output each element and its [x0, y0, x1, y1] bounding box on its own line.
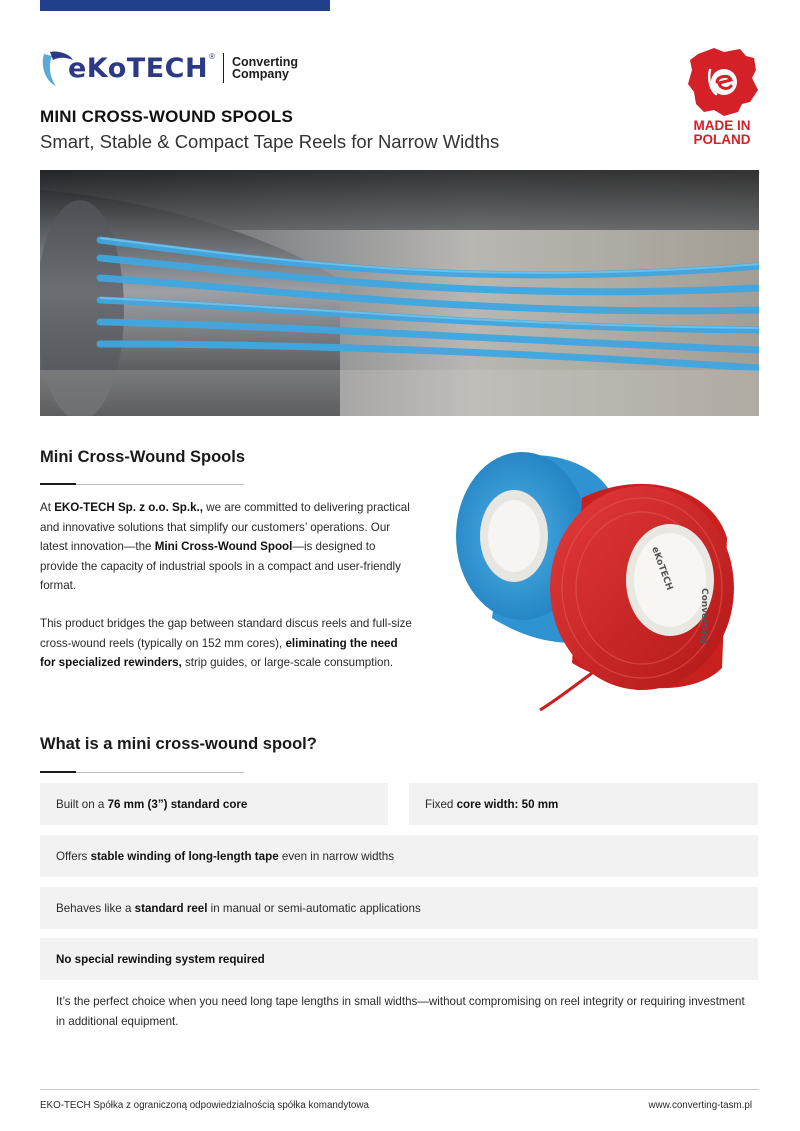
p2-text-2: strip guides, or large-scale consumption.	[181, 656, 394, 669]
footer-company: EKO-TECH Spółka z ograniczoną odpowiedzialnością spółka komandytowa	[40, 1100, 369, 1111]
svg-text:Converting: Converting	[699, 588, 709, 644]
logo-tagline	[232, 56, 298, 81]
footer-website-link[interactable]: www.converting-tasm.pl	[648, 1100, 752, 1111]
feature-reel-text-1: Behaves like a	[56, 901, 135, 915]
feature-standard-reel	[40, 887, 758, 929]
top-accent-bar	[40, 0, 330, 11]
feature-width-text: Fixed	[425, 797, 457, 811]
made-in-poland-badge	[684, 46, 760, 148]
feature-stable-winding	[40, 835, 758, 877]
tagline-line-2: Company	[232, 67, 289, 81]
hero-image	[40, 170, 759, 416]
feature-core-text: Built on a	[56, 797, 108, 811]
tape-reels-illustration	[452, 448, 762, 718]
intro-paragraph-1	[40, 498, 416, 596]
svg-text:eKoTECH: eKoTECH	[649, 545, 675, 592]
badge-line-2: POLAND	[693, 132, 751, 147]
tape-strips-illustration	[40, 170, 759, 416]
tagline-line-1: Converting	[232, 54, 298, 69]
feature-reel-text-2: in manual or semi-automatic applications	[207, 901, 421, 915]
page-title: MINI CROSS-WOUND SPOOLS	[40, 107, 293, 126]
feature-stable-text-1: Offers	[56, 849, 91, 863]
features-heading: What is a mini cross-wound spool?	[40, 735, 317, 753]
feature-no-rewinding	[40, 938, 758, 980]
intro-paragraph-2	[40, 614, 416, 673]
p1-text-3: —is designed to provide the capacity of industrial spools in a compact and user-friendly format.	[40, 540, 401, 592]
feature-width-bold: core width: 50 mm	[456, 797, 559, 811]
p2-text-1: This product bridges the gap between standard discus reels and full-size cross-wound reels (typically on 152 mm cores),	[40, 617, 412, 650]
intro-heading: Mini Cross-Wound Spools	[40, 448, 246, 466]
feature-stable-bold: stable winding of long-length tape	[90, 849, 279, 863]
p1-company-name: EKO-TECH Sp. z o.o. Sp.k.,	[54, 501, 203, 514]
badge-line-1: MADE IN	[693, 118, 751, 133]
intro-heading-accent	[40, 483, 76, 485]
p1-product-name: Mini Cross-Wound Spool	[154, 540, 293, 553]
badge-label	[684, 119, 760, 147]
footer-divider	[40, 1089, 759, 1090]
features-heading-accent	[40, 771, 76, 773]
logo-divider	[223, 53, 224, 83]
p2-highlight: eliminating the need for specialized rewinders,	[40, 636, 398, 669]
feature-width	[409, 783, 758, 825]
feature-reel-bold: standard reel	[134, 901, 208, 915]
feature-stable-text-2: even in narrow widths	[278, 849, 395, 863]
closing-paragraph: It’s the perfect choice when you need long tape lengths in small widths—without compromising on reel integrity or requiring investment in additional equipment.	[56, 995, 745, 1028]
feature-core	[40, 783, 388, 825]
feature-core-bold: 76 mm (3”) standard core	[107, 797, 248, 811]
feature-rewind-bold: No special rewinding system required	[56, 952, 265, 966]
page-subtitle: Smart, Stable & Compact Tape Reels for Narrow Widths	[40, 131, 500, 152]
poland-map-icon	[684, 46, 760, 118]
p1-text-1: At	[40, 501, 55, 514]
registered-mark: ®	[209, 52, 215, 61]
tape-reels-photo	[452, 448, 762, 718]
ekotech-logo[interactable]	[40, 48, 298, 88]
logo-wordmark: eKoTECH	[68, 52, 209, 84]
p1-text-2: we are committed to delivering practical and innovative solutions that simplify our customers’ operations. Our latest innovation—the	[40, 501, 410, 553]
